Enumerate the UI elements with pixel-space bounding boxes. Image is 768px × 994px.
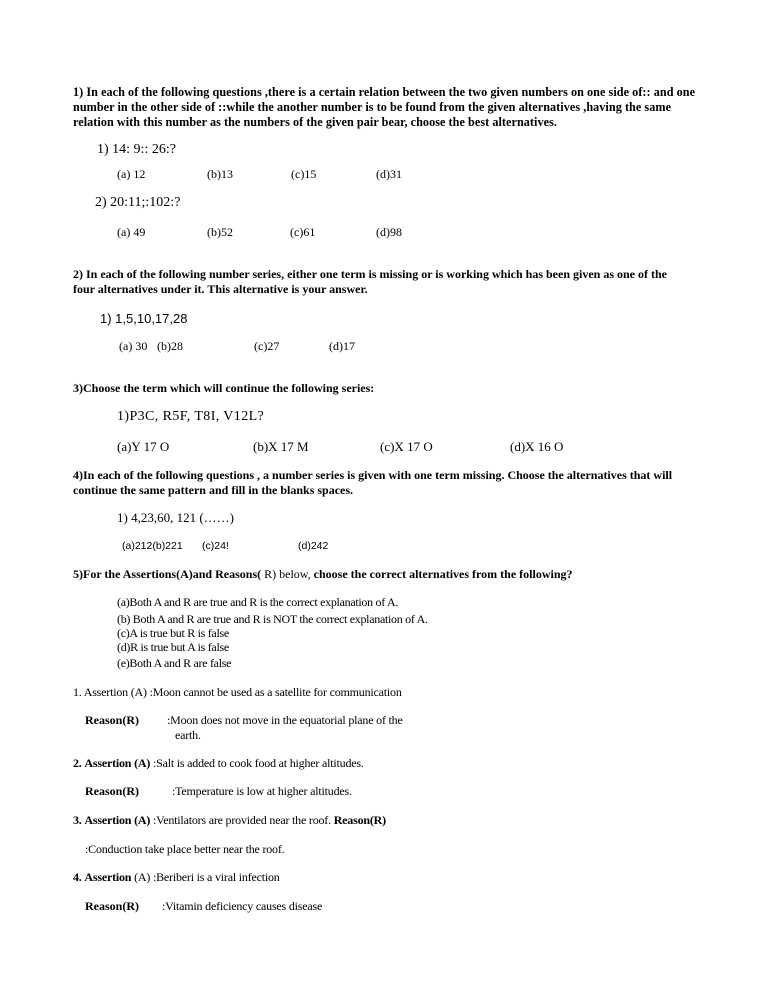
q1-q1-option-a: (a) 12 [117,167,146,181]
q3-option-b: (b)X 17 M [253,439,309,454]
q5-heading-post: choose the correct alternatives from the following? [313,567,573,581]
q5-choice-e: (e)Both A and R are false [117,656,232,670]
assertion-4-num: 4. [73,870,82,884]
q4-heading-line-2: continue the same pattern and fill in the blanks spaces. [73,483,354,497]
q2-option-b: (b)28 [157,339,183,353]
q5-heading-mid: ) below, [272,567,314,581]
q1-q2-option-b: (b)52 [207,225,233,239]
assertion-2 [73,757,364,769]
q1-heading-line-1: 1) In each of the following questions ,there is a certain relation between the two given numbers on one side of:: and one [73,85,696,99]
assertion-1-text: :Moon cannot be used as a satellite for communication [149,685,402,699]
q1-question-2: 2) 20:11;:102:? [95,195,181,210]
q1-heading-line-2: number in the other side of ::while the another number is to be found from the given alternatives ,having the same [73,100,672,114]
q2-option-a: (a) 30 [119,339,148,353]
reason-4-text: :Vitamin deficiency causes disease [162,899,323,913]
q2-heading-line-1: 2) In each of the following number series, either one term is missing or is working which has been given as one of the [73,267,667,281]
reason-4-label: Reason(R) [85,899,139,913]
q1-q1-option-c: (c)15 [291,167,317,181]
assertion-2-label: Assertion (A) [84,756,151,770]
assertion-2-text: :Salt is added to cook food at higher altitudes. [152,756,364,770]
q5-heading-pre: 5)For the Assertions(A)and Reasons( [73,567,265,581]
q3-heading: 3)Choose the term which will continue the following series: [73,381,375,395]
reason-3-label: Reason(R) [333,813,386,827]
reason-2-label: Reason(R) [85,784,139,798]
assertion-3 [73,814,386,826]
q2-option-d: (d)17 [329,339,355,353]
q4-option-a-b: (a)212(b)221 [122,540,183,552]
assertion-4 [73,871,280,883]
assertion-1 [73,686,402,698]
q1-q1-option-d: (d)31 [376,167,402,181]
assertion-2-num: 2. [73,756,82,770]
assertion-1-label: Assertion (A) [83,685,147,699]
q5-heading-r: R [264,567,273,581]
q1-q2-option-c: (c)61 [290,225,316,239]
q2-question: 1) 1,5,10,17,28 [100,311,188,326]
q4-question: 1) 4,23,60, 121 (……) [117,510,234,525]
reason-1-text: :Moon does not move in the equatorial plane of the [167,713,403,727]
assertion-3-num: 3. [73,813,82,827]
q3-question: 1)P3C, R5F, T8I, V12L? [117,409,265,424]
assertion-4-label-2: (A) [134,870,151,884]
q1-q2-option-d: (d)98 [376,225,402,239]
q5-choice-d: (d)R is true but A is false [117,640,229,654]
assertion-4-text: :Beriberi is a viral infection [152,870,280,884]
assertion-3-label: Assertion (A) [84,813,151,827]
q5-choice-a: (a)Both A and R are true and R is the correct explanation of A. [117,595,399,609]
q5-choice-b: (b) Both A and R are true and R is NOT the correct explanation of A. [117,612,428,626]
reason-1-text-cont: earth. [175,728,201,742]
q1-q1-option-b: (b)13 [207,167,233,181]
q4-option-c: (c)24! [202,540,229,552]
q4-heading-line-1: 4)In each of the following questions , a number series is given with one term missing. Choose the alternatives that will [73,468,673,482]
q3-option-c: (c)X 17 O [380,439,433,454]
q5-heading [73,568,573,580]
q1-heading-line-3: relation with this number as the numbers of the given pair bear, choose the best alternatives. [73,115,557,129]
assertion-1-num: 1. [73,685,82,699]
q2-heading-line-2: four alternatives under it. This alternative is your answer. [73,282,368,296]
assertion-4-label: Assertion [84,870,132,884]
q1-q2-option-a: (a) 49 [117,225,146,239]
q2-option-c: (c)27 [254,339,280,353]
q3-option-a: (a)Y 17 O [117,439,170,454]
q5-choice-c: (c)A is true but R is false [117,626,229,640]
reason-3-text: :Conduction take place better near the roof. [85,842,285,856]
q3-option-d: (d)X 16 O [510,439,564,454]
reason-1-label: Reason(R) [85,713,139,727]
reason-2-text: :Temperature is low at higher altitudes. [172,784,352,798]
assertion-3-text: :Ventilators are provided near the roof. [152,813,331,827]
q4-option-d: (d)242 [298,540,329,552]
q1-question-1: 1) 14: 9:: 26:? [97,142,176,157]
